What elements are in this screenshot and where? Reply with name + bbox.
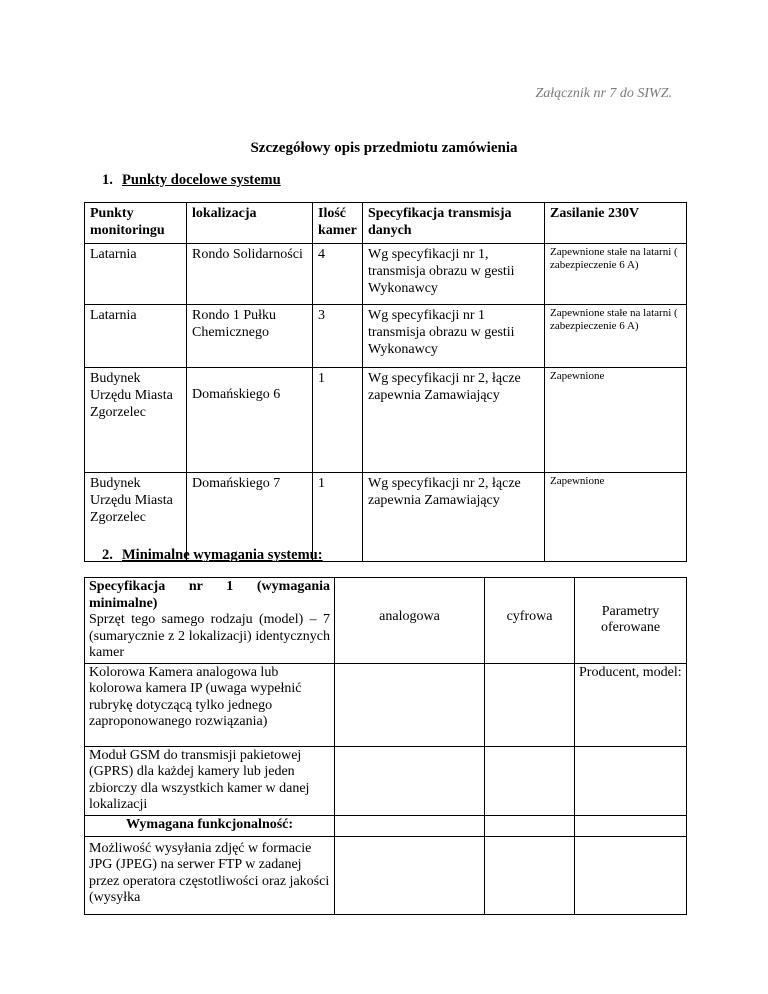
analog-header: analogowa: [335, 578, 485, 664]
analog-answer-cell: [335, 663, 485, 746]
func-row: [85, 836, 687, 914]
cameras-cell: 3: [313, 305, 363, 368]
section-2-number: 2.: [102, 547, 113, 563]
func-requirement: Możliwość wysyłania zdjęć w formacie JPG (JPEG) na serwer FTP w zadanej przez operatora częstotliwości oraz jakości (wysyłka: [85, 836, 335, 914]
power-cell: Zapewnione stałe na latarni ( zabezpieczenie 6 A): [545, 305, 687, 368]
table-row: [85, 244, 687, 305]
power-cell: Zapewnione: [545, 368, 687, 473]
monitoring-points-table: [84, 202, 687, 562]
spec-title: Specyfikacja nr 1 (wymagania minimalne): [89, 579, 330, 611]
params-answer-cell: [575, 815, 687, 836]
header-cell: Ilość kamer: [313, 203, 363, 244]
header-cell: Specyfikacja transmisja danych: [363, 203, 545, 244]
spec-cell: Wg specyfikacji nr 2, łącze zapewnia Zamawiający: [363, 473, 545, 562]
table-header-row: [85, 203, 687, 244]
params-answer-cell: [575, 836, 687, 914]
params-header: Parametry oferowane: [575, 578, 687, 664]
camera-requirement: Kolorowa Kamera analogowa lub kolorowa kamera IP (uwaga wypełnić rubrykę dotyczącą tylko jednego zaproponowanego rozwiązania): [85, 663, 335, 746]
section-2-title: Minimalne wymagania systemu:: [122, 547, 323, 563]
cameras-cell: 1: [313, 368, 363, 473]
digital-answer-cell: [485, 815, 575, 836]
location-cell: Rondo 1 Pułku Chemicznego: [187, 305, 313, 368]
digital-header: cyfrowa: [485, 578, 575, 664]
header-cell: lokalizacja: [187, 203, 313, 244]
cameras-cell: 4: [313, 244, 363, 305]
document-title: Szczegółowy opis przedmiotu zamówienia: [250, 140, 518, 156]
camera-row: [85, 663, 687, 746]
point-cell: Latarnia: [85, 244, 187, 305]
spec-cell: Wg specyfikacji nr 1, transmisja obrazu w gestii Wykonawcy: [363, 244, 545, 305]
location-cell: Rondo Solidarności: [187, 244, 313, 305]
spec-cell: Wg specyfikacji nr 2, łącze zapewnia Zamawiający: [363, 368, 545, 473]
spec-cell: [85, 578, 335, 664]
header-cell: Punkty monitoringu: [85, 203, 187, 244]
analog-answer-cell: [335, 815, 485, 836]
gsm-row: [85, 746, 687, 815]
power-cell: Zapewnione: [545, 473, 687, 562]
params-answer-cell: [575, 746, 687, 815]
analog-answer-cell: [335, 746, 485, 815]
power-cell: Zapewnione stałe na latarni ( zabezpieczenie 6 A): [545, 244, 687, 305]
analog-answer-cell: [335, 836, 485, 914]
spec-cell: Wg specyfikacji nr 1 transmisja obrazu w gestii Wykonawcy: [363, 305, 545, 368]
func-header: Wymagana funkcjonalność:: [85, 815, 335, 836]
requirements-table: [84, 577, 687, 915]
point-cell: Budynek Urzędu Miasta Zgorzelec: [85, 368, 187, 473]
table-row: [85, 368, 687, 473]
cameras-cell: 1: [313, 473, 363, 562]
gsm-requirement: Moduł GSM do transmisji pakietowej (GPRS) dla każdej kamery lub jeden zbiorczy dla wszystkich kamer w danej lokalizacji: [85, 746, 335, 815]
section-1-heading: [102, 172, 281, 189]
digital-answer-cell: [485, 663, 575, 746]
section-2-heading: [102, 547, 323, 564]
digital-answer-cell: [485, 836, 575, 914]
spec-row: [85, 578, 687, 664]
digital-answer-cell: [485, 746, 575, 815]
spec-description: Sprzęt tego samego rodzaju (model) – 7 (sumarycznie z 2 lokalizacji) identycznych kamer: [89, 612, 330, 660]
header-cell: Zasilanie 230V: [545, 203, 687, 244]
point-cell: Budynek Urzędu Miasta Zgorzelec: [85, 473, 187, 562]
location-cell: Domańskiego 7: [187, 473, 313, 562]
annex-label: Załącznik nr 7 do SIWZ.: [535, 86, 672, 101]
table-row: [85, 305, 687, 368]
section-1-number: 1.: [102, 172, 113, 188]
section-1-title: Punkty docelowe systemu: [122, 172, 281, 188]
point-cell: Latarnia: [85, 305, 187, 368]
location-cell: Domańskiego 6: [187, 368, 313, 473]
producer-cell: Producent, model:: [575, 663, 687, 746]
func-header-row: [85, 815, 687, 836]
